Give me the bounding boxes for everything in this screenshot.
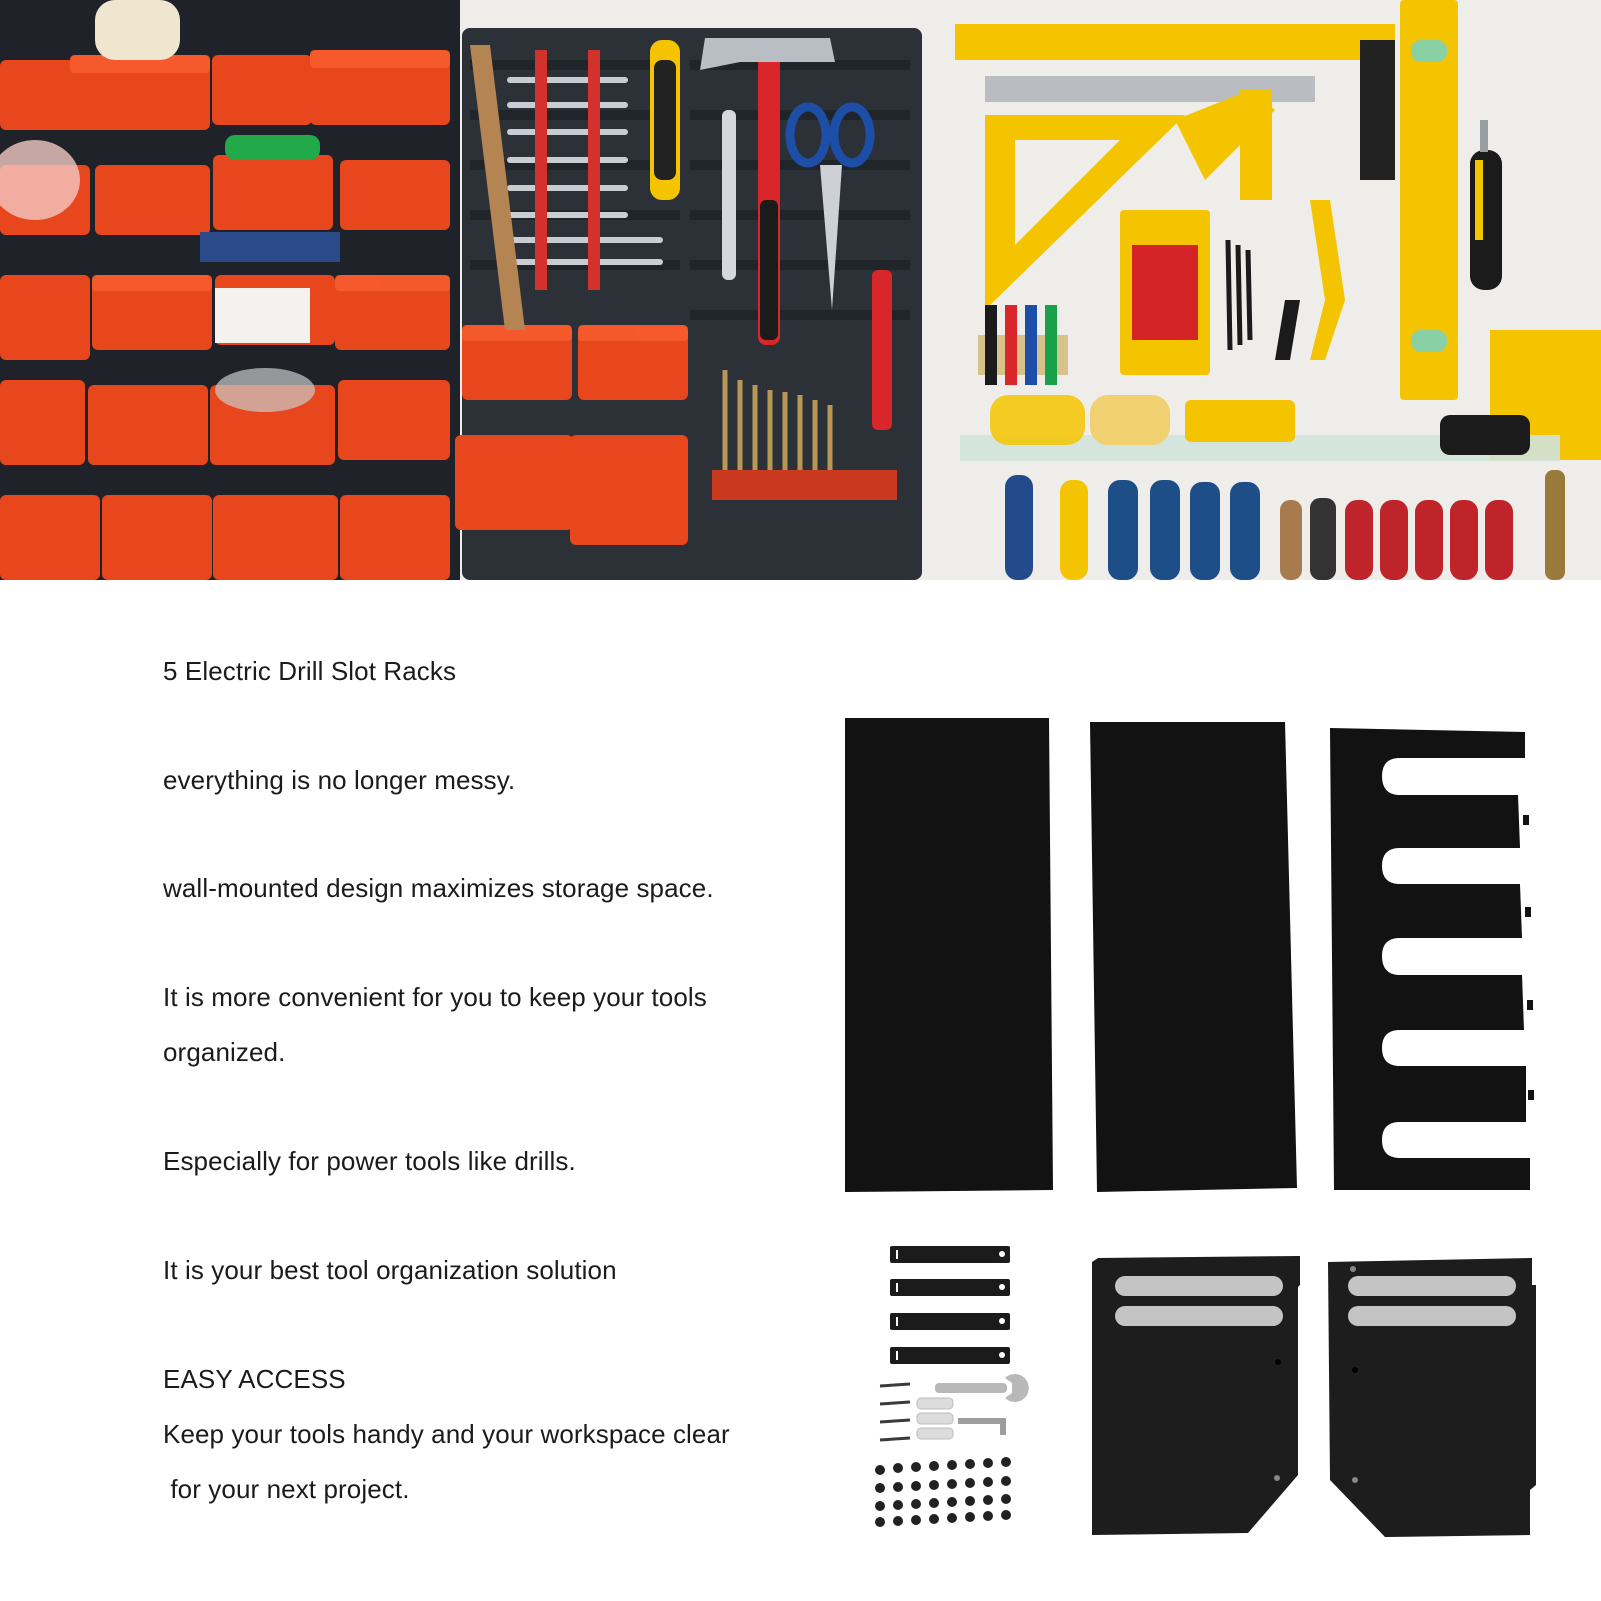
drill-slot-rack (1330, 728, 1530, 1190)
easy-access-heading: EASY ACCESS (163, 1364, 346, 1394)
feature-line-organized: organized. (163, 1037, 286, 1067)
side-bracket-right (1328, 1258, 1536, 1537)
easy-access-body-line2: for your next project. (163, 1474, 410, 1504)
feature-line-messy: everything is no longer messy. (163, 765, 516, 795)
side-bracket-left (1092, 1256, 1300, 1535)
feature-title: 5 Electric Drill Slot Racks (163, 656, 457, 686)
hex-key (958, 1418, 1006, 1435)
feature-line-best-solution: It is your best tool organization solution (163, 1255, 617, 1285)
screws (880, 1384, 910, 1440)
easy-access-body-line1: Keep your tools handy and your workspace clear (163, 1419, 730, 1449)
mounting-strips (890, 1246, 1010, 1364)
back-panel-middle (1090, 722, 1297, 1192)
nuts-set (875, 1457, 1011, 1527)
wall-anchors (917, 1398, 953, 1439)
feature-line-power-tools: Especially for power tools like drills. (163, 1146, 576, 1176)
feature-line-wall-mounted: wall-mounted design maximizes storage space. (163, 873, 714, 903)
feature-line-convenient: It is more convenient for you to keep your tools (163, 982, 707, 1012)
back-panel-left (845, 718, 1053, 1192)
